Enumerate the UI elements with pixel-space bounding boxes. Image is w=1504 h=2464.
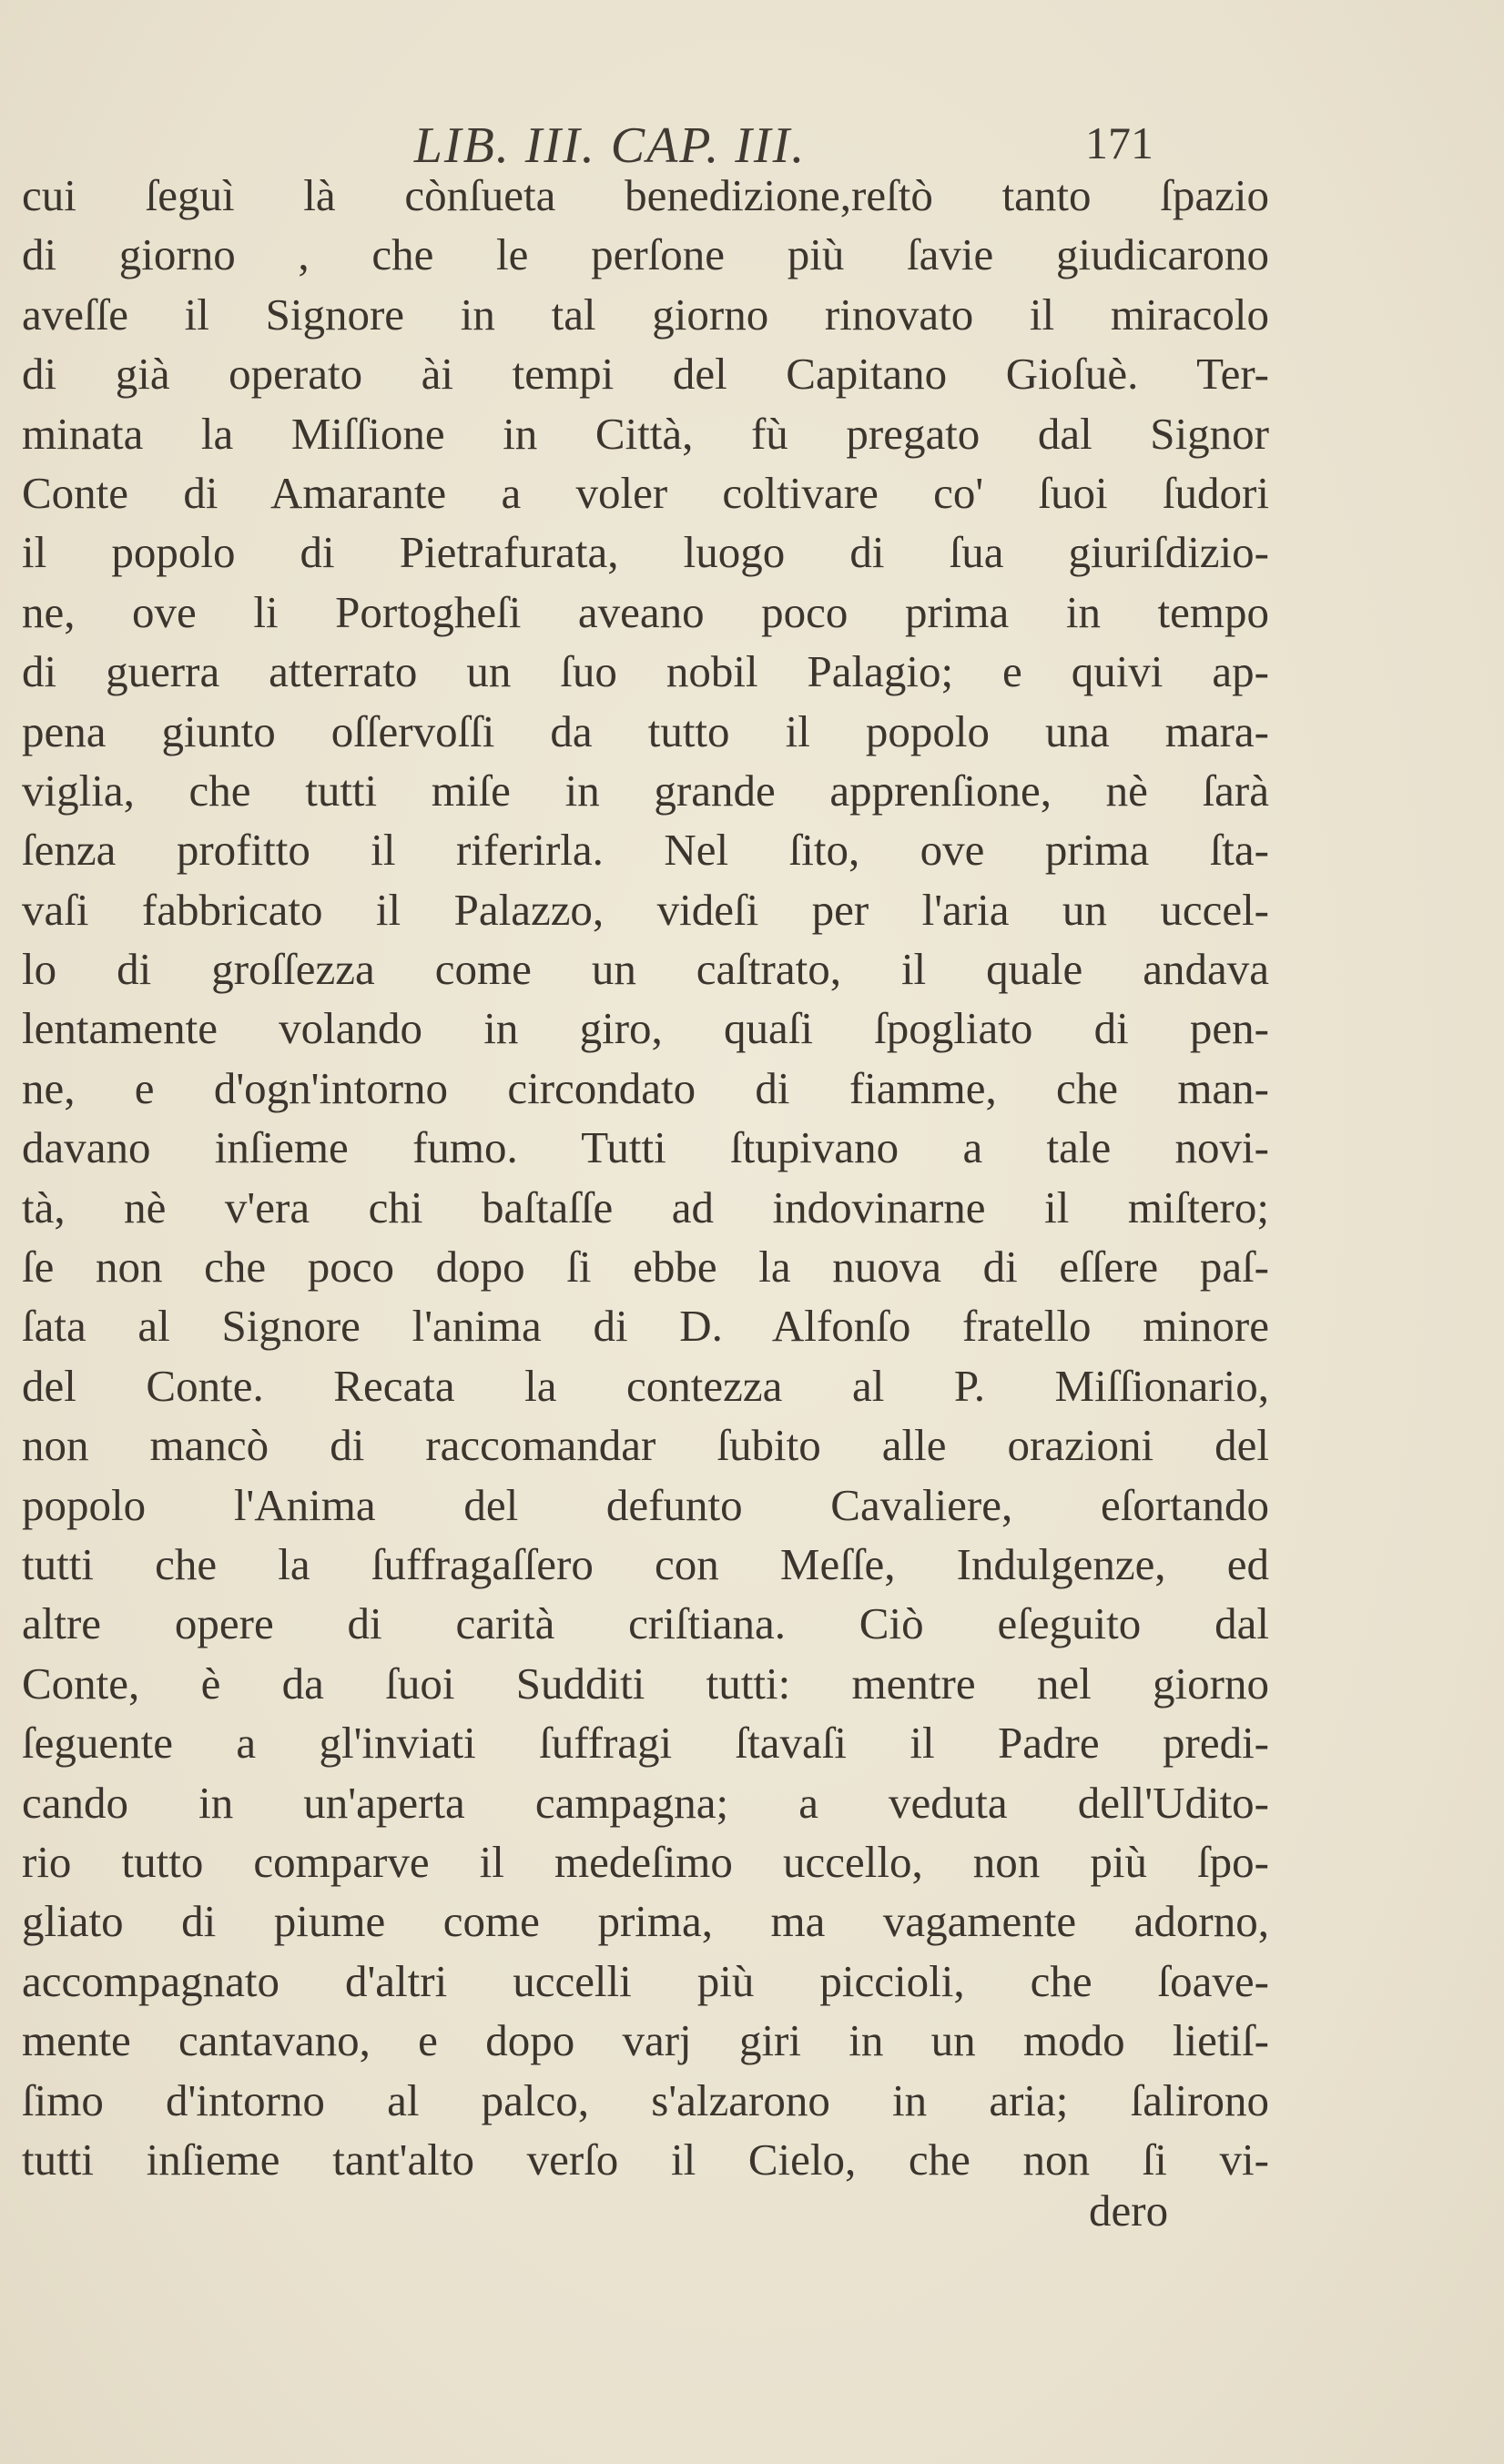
text-line: ne, ove li Portogheſi aveano poco prima in tempo bbox=[22, 586, 1269, 637]
text-line: di già operato ài tempi del Capitano Gioſuè. Ter- bbox=[22, 349, 1269, 400]
catchword: dero bbox=[1089, 2185, 1169, 2236]
text-line: di giorno , che le perſone più ſavie giudicarono bbox=[22, 229, 1269, 280]
text-line: cui ſeguì là cònſueta benedizione,reſtò tanto ſpazio bbox=[22, 170, 1269, 220]
text-line: il popolo di Pietrafurata, luogo di ſua giuriſdizio- bbox=[22, 527, 1269, 578]
text-line: pena giunto oſſervoſſi da tutto il popolo una mara- bbox=[22, 705, 1269, 756]
text-line: lo di groſſezza come un caſtrato, il quale andava bbox=[22, 944, 1269, 995]
body-text bbox=[22, 166, 1269, 2189]
text-line: tutti inſieme tant'alto verſo il Cielo, che non ſi vi- bbox=[22, 2134, 1269, 2185]
text-line: rio tutto comparve il medeſimo uccello, non più ſpo- bbox=[22, 1836, 1269, 1887]
page-number: 171 bbox=[1085, 117, 1153, 168]
text-line: del Conte. Recata la contezza al P. Miſſionario, bbox=[22, 1360, 1269, 1411]
text-line: altre opere di carità criſtiana. Ciò eſeguito dal bbox=[22, 1598, 1269, 1649]
text-line: gliato di piume come prima, ma vagamente adorno, bbox=[22, 1896, 1269, 1947]
text-line: Conte, è da ſuoi Sudditi tutti: mentre nel giorno bbox=[22, 1658, 1269, 1709]
text-line: ſeguente a gl'inviati ſuffragi ſtavaſi il Padre predi- bbox=[22, 1718, 1269, 1769]
text-line: minata la Miſſione in Città, fù pregato dal Signor bbox=[22, 408, 1269, 459]
text-line: ne, e d'ogn'intorno circondato di fiamme, che man- bbox=[22, 1062, 1269, 1113]
text-line: cando in un'aperta campagna; a veduta dell'Udito- bbox=[22, 1777, 1269, 1828]
text-line: mente cantavano, e dopo varj giri in un modo lietiſ- bbox=[22, 2015, 1269, 2066]
text-line: di guerra atterrato un ſuo nobil Palagio; e quivi ap- bbox=[22, 646, 1269, 697]
running-title: LIB. III. CAP. III. bbox=[413, 117, 807, 174]
text-line: vaſi fabbricato il Palazzo, videſi per l'aria un uccel- bbox=[22, 884, 1269, 935]
text-line: viglia, che tutti miſe in grande apprenſione, nè ſarà bbox=[22, 765, 1269, 816]
text-line: ſenza profitto il riferirla. Nel ſito, ove prima ſta- bbox=[22, 825, 1269, 876]
text-line: accompagnato d'altri uccelli più piccioli, che ſoave- bbox=[22, 1955, 1269, 2006]
text-line: davano inſieme fumo. Tutti ſtupivano a tale novi- bbox=[22, 1122, 1269, 1173]
text-line: Conte di Amarante a voler coltivare co' ſuoi ſudori bbox=[22, 467, 1269, 518]
text-line: aveſſe il Signore in tal giorno rinovato il miracolo bbox=[22, 289, 1269, 340]
text-line: ſimo d'intorno al palco, s'alzarono in aria; ſalirono bbox=[22, 2074, 1269, 2125]
text-line: popolo l'Anima del defunto Cavaliere, eſortando bbox=[22, 1479, 1269, 1530]
text-line: lentamente volando in giro, quaſi ſpogliato di pen- bbox=[22, 1003, 1269, 1054]
text-line: tutti che la ſuffragaſſero con Meſſe, Indulgenze, ed bbox=[22, 1538, 1269, 1589]
text-line: ſata al Signore l'anima di D. Alfonſo fratello minore bbox=[22, 1301, 1269, 1352]
text-line: tà, nè v'era chi baſtaſſe ad indovinarne il miſtero; bbox=[22, 1181, 1269, 1232]
text-line: ſe non che poco dopo ſi ebbe la nuova di eſſere paſ- bbox=[22, 1242, 1269, 1293]
text-line: non mancò di raccomandar ſubito alle orazioni del bbox=[22, 1420, 1269, 1471]
